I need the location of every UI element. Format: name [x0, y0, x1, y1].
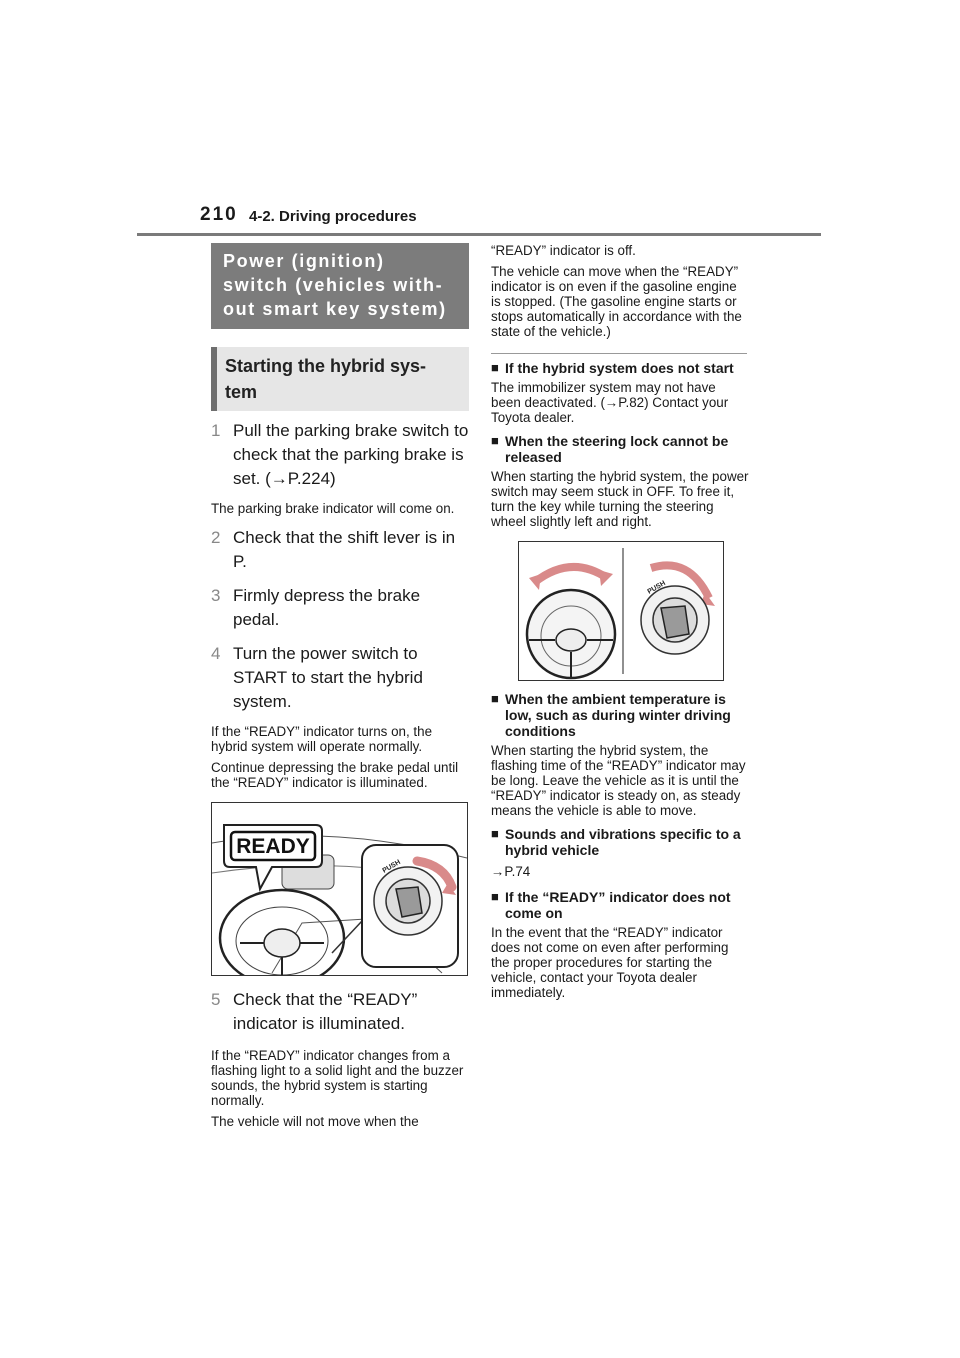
- step-number: 2: [211, 528, 221, 547]
- section-label: 4-2. Driving procedures: [249, 208, 417, 225]
- info-heading-text: Sounds and vibrations specific to a hybrid vehicle: [505, 826, 741, 858]
- square-bullet-icon: ■: [491, 826, 499, 841]
- subsection-title-box: [211, 347, 469, 411]
- right-column: [491, 243, 749, 1000]
- left-column: [211, 243, 469, 1129]
- page-header: [200, 204, 840, 234]
- square-bullet-icon: ■: [491, 889, 499, 904]
- push-label: PUSH: [646, 579, 667, 596]
- info-heading: [491, 889, 749, 921]
- step-number: 5: [211, 990, 221, 1009]
- steering-lock-illustration: [519, 542, 723, 680]
- square-bullet-icon: ■: [491, 360, 499, 375]
- push-label: PUSH: [381, 858, 402, 875]
- info-heading: [491, 826, 749, 858]
- note: The vehicle can move when the “READY” indicator is on even if the gasoline engine is stopped. (The gasoline engine starts or stops automatically in accordance with the state of the vehicle.): [491, 264, 742, 339]
- step-text: Turn the power switch to START to start the hybrid system.: [233, 644, 423, 711]
- note: “READY” indicator is off.: [491, 243, 636, 258]
- steering-lock-figure: [518, 541, 724, 681]
- note: The parking brake indicator will come on.: [211, 501, 455, 516]
- subsection-title-line: Starting the hybrid sys-: [225, 356, 427, 376]
- ready-indicator-illustration: [212, 803, 467, 975]
- info-heading: [491, 691, 749, 739]
- divider: [491, 353, 747, 354]
- step-3: [211, 584, 469, 632]
- info-heading-text: If the “READY” indicator does not come on: [505, 889, 731, 921]
- info-body: When starting the hybrid system, the power switch may seem stuck in OFF. To free it, turn the key while turning the steering wheel slightly left and right.: [491, 469, 749, 529]
- info-body: The immobilizer system may not have been deactivated. (→P.82) Contact your Toyota dealer.: [491, 380, 729, 425]
- section-title-line: switch (vehicles with-: [223, 275, 444, 295]
- step-2: [211, 526, 469, 574]
- step-number: 1: [211, 421, 221, 440]
- step-text: Check that the “READY” indicator is illuminated.: [233, 990, 418, 1033]
- info-body: →P.74: [491, 864, 531, 879]
- ready-indicator-figure: [211, 802, 468, 976]
- info-heading: [491, 360, 749, 376]
- page-number: 210: [200, 204, 238, 225]
- square-bullet-icon: ■: [491, 691, 499, 706]
- note: If the “READY” indicator changes from a flashing light to a solid light and the buzzer sounds, the hybrid system is starting normally.: [211, 1048, 464, 1108]
- info-body: In the event that the “READY” indicator does not come on even after performing the proper procedures for starting the vehicle, contact your Toyota dealer immediately.: [491, 925, 729, 1000]
- step-4: [211, 642, 469, 714]
- note: Continue depressing the brake pedal until the “READY” indicator is illuminated.: [211, 760, 459, 790]
- ready-label: READY: [236, 835, 310, 858]
- info-heading: [491, 433, 749, 465]
- section-title-line: Power (ignition): [223, 251, 385, 271]
- info-heading-text: When the steering lock cannot be released: [505, 433, 729, 465]
- info-body: When starting the hybrid system, the flashing time of the “READY” indicator may be long. Leave the vehicle as it is until the “READY” indicator is steady on, as steady means the vehicle is able to move.: [491, 743, 746, 818]
- step-text: Firmly depress the brake pedal.: [233, 586, 421, 629]
- info-heading-text: If the hybrid system does not start: [505, 360, 734, 376]
- header-rule: [137, 233, 821, 236]
- step-text: Pull the parking brake switch to check that the parking brake is set. (→P.224): [233, 421, 469, 488]
- subsection-title-line: tem: [225, 382, 258, 402]
- square-bullet-icon: ■: [491, 433, 499, 448]
- note: If the “READY” indicator turns on, the hybrid system will operate normally.: [211, 724, 433, 754]
- info-heading-text: When the ambient temperature is low, such as during winter driving conditions: [505, 691, 731, 739]
- step-text: Check that the shift lever is in P.: [233, 528, 456, 571]
- section-title-box: [211, 243, 469, 329]
- section-title-line: out smart key system): [223, 299, 447, 319]
- step-5: [211, 988, 469, 1036]
- step-number: 3: [211, 586, 221, 605]
- step-1: [211, 419, 469, 491]
- step-number: 4: [211, 644, 221, 663]
- note: The vehicle will not move when the: [211, 1114, 419, 1129]
